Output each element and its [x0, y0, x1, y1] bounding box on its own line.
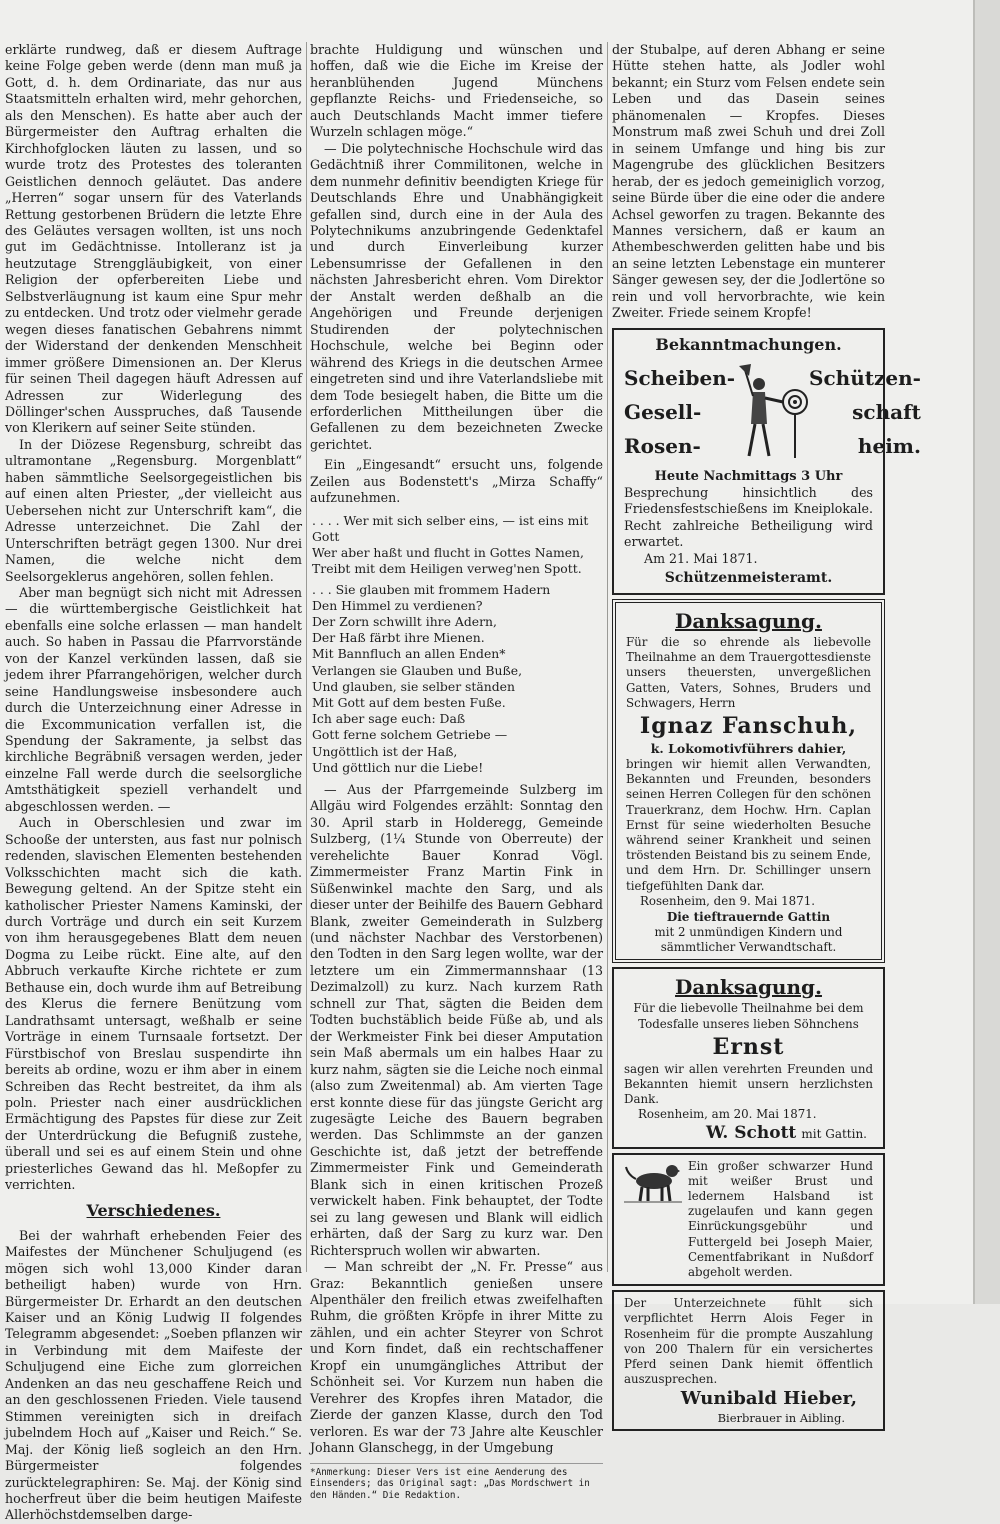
column-1 [5, 42, 302, 1523]
thanks-text: Für die so ehrende als liebevolle Theilnahme an dem Trauergottesdienste unsers theuersten, unvergeßlichen Gatten, Vaters, Sohnes, Bruders und Schwagers, Herrn [626, 634, 871, 710]
poem-line: Der Haß färbt ihre Mienen. [312, 630, 485, 646]
thanks-text: sagen wir allen verehrten Freunden und Bekannten hiemit unsern herzlichsten Dank. [624, 1061, 873, 1107]
column-2 [310, 42, 603, 1501]
club-name-right: Schützen- schaft heim. [809, 365, 921, 458]
dog-illustration-icon [624, 1159, 682, 1203]
poem-line: Mit Bannfluch an allen Enden* [312, 646, 506, 662]
section-heading-verschiedenes: Verschiedenes. [86, 1200, 221, 1220]
thanks-date: Rosenheim, den 9. Mai 1871. [640, 893, 815, 908]
thanks-signature-extra: mit 2 unmündigen Kindern und sämmtlicher Verwandtschaft. [654, 925, 843, 955]
announcement-signature: Schützenmeisteramt. [664, 569, 833, 586]
notice-text: Ein großer schwarzer Hund mit weißer Brust und ledernem Halsband ist zugelaufen und kann gegen Einrückungsgebühr und Futtergeld bei Joseph Maier, Cementfabrikant in Nußdorf abgeholt werden. [688, 1158, 873, 1280]
poem-line: Den Himmel zu verdienen? [312, 597, 483, 613]
thanks-date: Rosenheim, am 20. Mai 1871. [638, 1107, 817, 1122]
poem-line: Mit Gott auf dem besten Fuße. [312, 694, 506, 710]
thanks-heading: Danksagung. [675, 975, 822, 1000]
article-paragraph: Bei der wahrhaft erhebenden Feier des Maifestes der Münchener Schuljugend (es mögen sich wohl 13,000 Kinder daran betheiligt haben) wurde von Hrn. Bürgermeister Dr. Erhardt an den deutschen Kaiser und an König Ludwig II folgendes Telegramm abgesendet: „Soeben pflanzen wir in Verbindung mit dem Maifeste der Schuljugend eine Eiche zum glorreichen Andenken an das neu geschaffene Reich und an den geschlossenen Frieden. Viele tausend Stimmen vereinigten sich in dreifach jubelndem Hoch auf „Kaiser und Reich.“ Se. Maj. der König ließ sogleich an den Hrn. Bürgermeister folgendes zurücktelegraphiren: Se. Maj. der König sind hocherfreut über die beim heutigen Maifeste Allerhöchstdemselben darge- [5, 1227, 302, 1523]
shooting-club-title [624, 360, 921, 464]
announcements-heading: Bekanntmachungen. [655, 334, 842, 354]
article-paragraph: Aber man begnügt sich nicht mit Adressen — die württembergische Geistlichkeit hat ebenfalls eine solche erlassen — man handelt auch. So haben in Passau die Pfarrvorstände von der Kanzel verkünden lassen, daß sie jedem ihrer Pfarrangehörigen, welcher durch seine Handlungsweise insbesondere auch durch die Unterzeichnung einer Adresse in die Excommunication verfallen ist, die Spendung der Sakramente, ja selbst das kirchliche Begräbniß versagen werden, jeder einzelne Fall werde durch die seelsorgliche Amtsthätigkeit speziell verhandelt und abgeschlossen werden. — [5, 584, 302, 814]
poem-line: Wer aber haßt und flucht in Gottes Namen, [312, 545, 584, 561]
poem-line: Und glauben, sie selber ständen [312, 678, 515, 694]
notice-text: Der Unterzeichnete fühlt sich verpflichtet Herrn Alois Feger in Rosenheim für die prompte Auszahlung von 200 Thalern für ein versichertes Pferd seinen Dank hiemit öffentlich auszusprechen. [624, 1296, 873, 1387]
announcement-date: Am 21. Mai 1871. [644, 550, 758, 566]
thanks-text: Für die liebevolle Theilnahme bei dem Todesfalle unseres lieben Söhnchens [633, 1001, 864, 1031]
meeting-time: Heute Nachmittags 3 Uhr [654, 468, 843, 484]
article-paragraph: — Die polytechnische Hochschule wird das Gedächtniß ihrer Commilitonen, welche in dem nunmehr definitiv beendigten Kriege für Deutschlands Ehre und Unabhängigkeit gefallen sind, durch eine in der Aula des Polytechnikums anzubringende Gedenktafel und durch Einverleibung kurzer Lebensumrisse der Gefallenen in den nächsten Jahresbericht ehren. Vom Direktor der Anstalt werden deßhalb an die Angehörigen und Freunde derjenigen Studirenden der polytechnischen Hochschule, welche bei Beginn oder während des Kriegs in die deutschen Armee eingetreten sind und ihre Vaterlandsliebe mit dem Tode besiegelt haben, die Bitte um die erforderlichen Mittheilungen über die Gefallenen zu dem bezeichneten Zwecke gerichtet. [310, 140, 603, 452]
article-paragraph: — Aus der Pfarrgemeinde Sulzberg im Allgäu wird Folgendes erzählt: Sonntag den 30. April starb in Holderegg, Gemeinde Sulzberg, (1¼ Stunde von Oberreute) der verehelichte Bauer Konrad Vögl. Zimmermeister Franz Martin Fink in Süßenwinkel machte den Sarg, und als dieser unter der Beihilfe des Bauern Gebhard Blank, zweiter Gemeinderath in Sulzberg (und nächster Nachbar des Verstorbenen) den Todten in den Sarg legen wollte, war der letztere um ein Zimmermannshaar (13 Dezimalzoll) zu kurz. Nach kurzem Rath schnell zur That, sägten die Beiden dem Todten buchstäblich beide Füße ab, und als der Werkmeister Fink bei dieser Amputation sein Maß abermals um ein halbes Haar zu kurz nahm, sägten sie die Leiche noch einmal (also zum Zweitenmal) ab. Am vierten Tage erst konnte diese für das jüngste Gericht arg zugesägte Leiche des Bauern begraben werden. Das Schlimmste an der ganzen Geschichte ist, daß jetzt der betreffende Zimmermeister Fink und Gemeinderath Blank sich in einen kritischen Prozeß verwickelt haben. Fink behauptet, der Todte sei zu lang gewesen und Blank will eidlich erhärten, daß der Sarg zu kurz war. Den Richterspruch wollen wir abwarten. [310, 781, 603, 1258]
column-rule [306, 42, 307, 1272]
article-paragraph: Auch in Oberschlesien und zwar im Schooße der untersten, aus fast nur polnisch redenden, slavischen Elementen bestehenden Volksschichten macht sich die kath. Bewegung geltend. An der Spitze steht ein katholischer Priester Namens Kaminski, der durch Vorträge und durch ein seit Kurzem von ihm herausgegebenes Blatt dem neuen Dogma zu Leibe rückt. Eine alte, auf den Abbruch verkaufte Kirche richtete er zum Bethause ein, doch wurde ihm auf Betreibung des Klerus die fernere Benützung vom Landrathsamt untersagt, weßhalb er seine Vorträge in einem Turnsaale fortsetzt. Der Fürstbischof von Breslau suspendirte ihn bereits ab ordine, wozu er ihm aber in einem Schreiben das Recht bestreitet, da ihm als poln. Priester nach einer ausdrücklichen Ermächtigung des Papstes für diese zur Zeit der Unterdrückung die Befugniß zustehe, überall und sei es auf einem Stein und ohne priesterliches Gewand das hl. Meßopfer zu verrichten. [5, 815, 302, 1193]
article-paragraph: erklärte rundweg, daß er diesem Auftrage keine Folge geben werde (denn man muß ja Gott, d. h. dem Ordinariate, das nur aus Staatsmitteln erhalten wird, mehr gehorchen, als den Menschen). Es hatte aber auch der Bürgermeister den Auftrag erhalten die Kirchhofglocken läuten zu lassen, und so wurde trotz des Protestes des toleranten Geistlichen dennoch geläutet. Das andere „Herren“ sogar unsern für des Vaterlands Rettung gestorbenen Brüdern die letzte Ehre des Geläutes versagen wollten, ist uns noch gut im Gedächtnisse. Intolleranz ist ja heutzutage Strenggläubigkeit, von einer Religion der opferbereiten Liebe und Selbstverläugnung ist kaum eine Spur mehr zu entdecken. Und trotz oder vielmehr gerade wegen dieses fanatischen Gebahrens nimmt der Widerstand der denkenden Menschheit immer größere Dimensionen an. Der Klerus für seinen Theil dagegen häuft Adressen auf Adressen zur Widerlegung des Döllinger'schen Ausspruches, daß Tausende von Klerikern auf seiner Seite stünden. [5, 42, 302, 436]
article-paragraph: brachte Huldigung und wünschen und hoffen, daß wie die Eiche im Kreise der heranblühenden Jugend Münchens gepflanzte Reichs- und Friedenseiche, so auch Deutschlands Macht immer tiefere Wurzeln schlagen möge.“ [310, 42, 603, 140]
thanks-signature: Die tieftrauernde Gattin [666, 910, 831, 925]
poem-line: . . . . Wer mit sich selber eins, — ist eins mit Gott [312, 512, 589, 544]
thanks-heading: Danksagung. [675, 608, 822, 633]
announcement-shooting-club [612, 328, 921, 595]
article-paragraph: — Man schreibt der „N. Fr. Presse“ aus Graz: Bekanntlich genießen unsere Alpenthäler den freilich etwas zweifelhaften Ruhm, die größten Kröpfe in ihrer Mitte zu zählen, und ein achter Steyrer von Schrot und Korn findet, daß ein rechtschaffener Kropf ein unumgängliches Attribut der Schönheit sei. Vor Kurzem nun haben die Verehrer des Kropfes ihren Matador, die Zierde der ganzen Klasse, durch den Tod verloren. Es war der 73 Jahre alte Keuschler Johann Glanschegg, in der Umgebung [310, 1259, 603, 1456]
column-rule [607, 42, 608, 1272]
article-paragraph: Ein „Eingesandt“ ersucht uns, folgende Zeilen aus Bodenstett's „Mirza Schaffy“ aufzunehmen. [310, 457, 603, 506]
poem-line: Ungöttlich ist der Haß, [312, 743, 458, 759]
obituary-thanks-fanschuh [612, 599, 885, 963]
poem-line: . . . Sie glauben mit frommem Hadern [312, 581, 551, 597]
obituary-thanks-schott [612, 967, 885, 1148]
editorial-footnote: *Anmerkung: Dieser Vers ist eine Aenderung des Einsenders; das Original sagt: „Das Mordschwert in den Händen.“ Die Redaktion. [310, 1463, 603, 1502]
announcement-text: Besprechung hinsichtlich des Friedensfestschießens im Kneiplokale. Recht zahlreiche Betheiligung wird erwartet. [624, 484, 873, 550]
deceased-name: Ignaz Fanschuh, [639, 712, 858, 739]
poem-line: Der Zorn schwillt ihre Adern, [312, 613, 497, 629]
poem-line: Ich aber sage euch: Daß [312, 711, 466, 727]
poem-line: Gott ferne solchem Getriebe — [312, 727, 508, 743]
column-3 [612, 42, 921, 1426]
poem [312, 513, 603, 776]
poem-line: Verlangen sie Glauben und Buße, [312, 662, 523, 678]
thanks-text: bringen wir hiemit allen Verwandten, Bekannten und Freunden, besonders seinen Herren Collegen für den schönen Trauerkranz, dem Hochw. Hrn. Caplan Ernst für seine wiederholten Besuche während seiner Krankheit und seinen tröstenden Beistand bis zu seinem Ende, und dem Hrn. Dr. Schillinger unsern tiefgefühlten Dank dar. [626, 756, 871, 893]
page-edge [973, 0, 1000, 1304]
marksman-illustration-icon [735, 362, 809, 462]
notice-found-dog [612, 1153, 885, 1287]
thanks-signature: W. Schott mit Gattin. [705, 1122, 867, 1143]
poem-line: Und göttlich nur die Liebe! [312, 759, 484, 775]
poem-line: Treibt mit dem Heiligen verweg'nen Spott. [312, 561, 582, 577]
deceased-name: Ernst [712, 1033, 785, 1060]
article-paragraph: In der Diözese Regensburg, schreibt das ultramontane „Regensburg. Morgenblatt“ haben sämmtliche Seelsorgegeistlichen bis auf einen alten Priester, „der vielleicht aus Uebersehen nicht zur Unterschrift kam“, die Adresse unterzeichnet. Die Zahl der Unterschriften beträgt gegen 1300. Nur drei Namen, die welche nicht dem Seelsorgeklerus angehören, sollen fehlen. [5, 436, 302, 584]
notice-signature: Wunibald Hieber, [680, 1388, 857, 1410]
deceased-role: k. Lokomotivführers dahier, [650, 740, 847, 756]
article-paragraph: der Stubalpe, auf deren Abhang er seine Hütte stehen hatte, als Jodler wohl bekannt; ein Sturz vom Felsen endete sein Leben und das Dasein seines phänomenalen — Kropfes. Dieses Monstrum maß zwei Schuh und drei Zoll in seinem Umfange und hing bis zur Magengrube des glücklichen Besitzers herab, der es jedoch gemeiniglich vorzog, seine Bürde über die eine oder die andere Achsel geworfen zu tragen. Bekannte des Mannes versichern, daß er kaum an Athembeschwerden gelitten habe und bis an seine letzten Lebenstage ein munterer Sänger gewesen sey, der die Jodlertöne so rein und voll hervorbrachte, wie kein Zweiter. Friede seinem Kropfe! [612, 42, 885, 321]
club-name-left: Scheiben- Gesell- Rosen- [624, 365, 736, 458]
notice-signature-role: Bierbrauer in Aibling. [717, 1411, 845, 1426]
notice-thanks-feger [612, 1290, 885, 1431]
